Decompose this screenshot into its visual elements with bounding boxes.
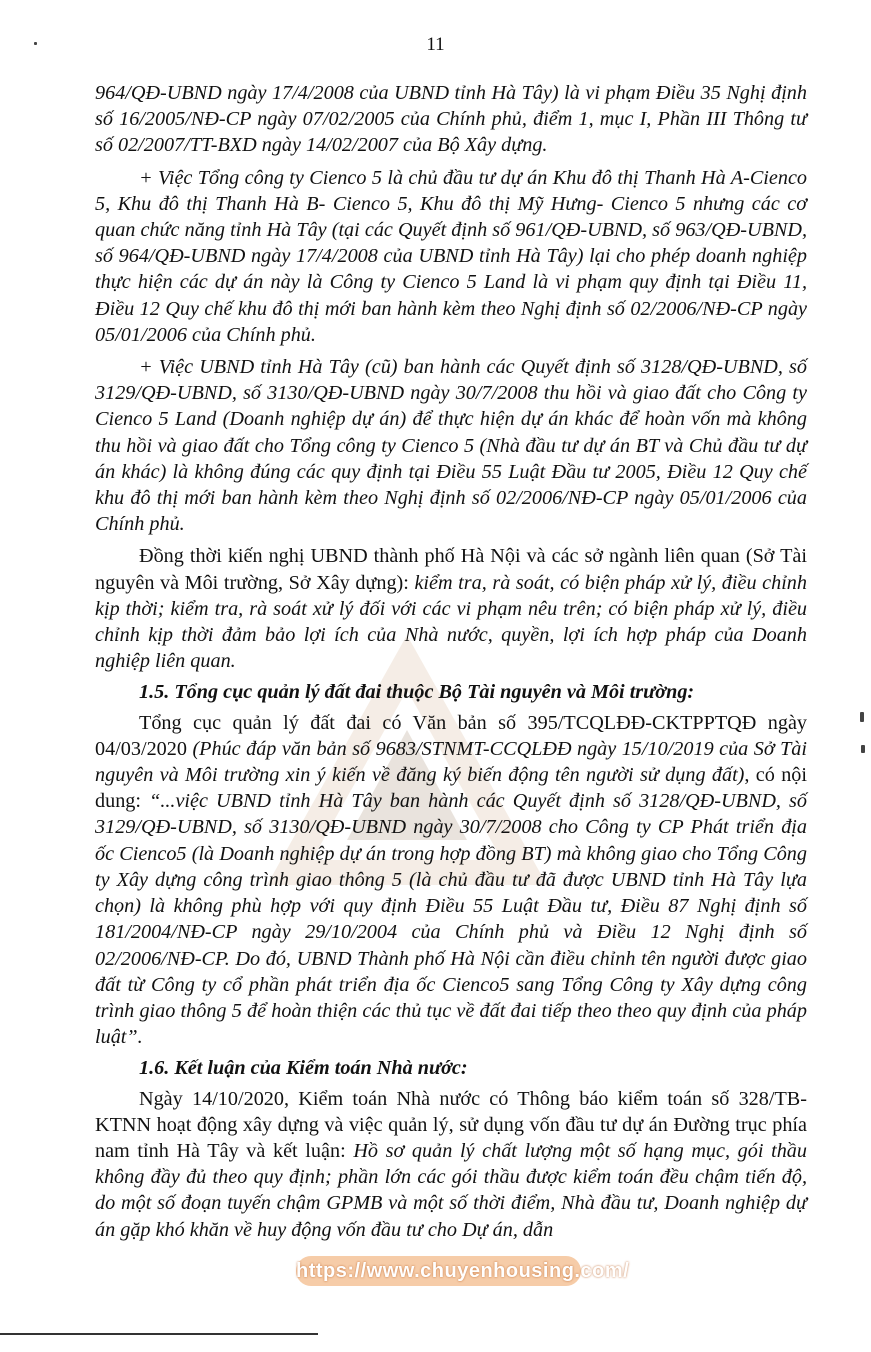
margin-scan-mark bbox=[860, 712, 864, 722]
page-number: 11 bbox=[426, 34, 445, 55]
margin-scan-mark bbox=[34, 42, 37, 45]
section-heading-1-5: 1.5. Tổng cục quản lý đất đai thuộc Bộ Tài nguyên và Môi trường: bbox=[139, 681, 695, 704]
paragraph-text-italic: kiểm tra, rà soát, có biện pháp xử lý, điều chỉnh kịp thời; kiểm tra, rà soát xử lý đối với các vi phạm nêu trên; có biện pháp xử lý, điều chỉnh kịp thời đảm bảo lợi ích của Nhà nước, quyền, lợi ích hợp pháp của Doanh nghiệp liên quan. bbox=[95, 571, 807, 673]
paragraph-continuation bbox=[95, 80, 807, 159]
paragraph-text-plain: Tổng cục quản lý đất đai có Văn bản số 395/TCQLĐĐ-CKTPPTQĐ ngày 04/03/2020 bbox=[95, 711, 807, 760]
paragraph-state-audit bbox=[95, 1086, 807, 1243]
watermark-url-stamp: https://www.chuyenhousing.com/ bbox=[296, 1256, 581, 1286]
paragraph-text-plain: Ngày 14/10/2020, Kiểm toán Nhà nước có Thông báo kiểm toán số 328/TB-KTNN hoạt động xây dựng và việc quản lý, sử dụng vốn đầu tư dự án Đường trục phía nam tỉnh Hà Tây và kết luận: bbox=[95, 1087, 807, 1162]
paragraph-land-administration bbox=[95, 710, 807, 1051]
section-heading-1-6: 1.6. Kết luận của Kiểm toán Nhà nước: bbox=[139, 1057, 468, 1080]
paragraph-text-plain: , có nội dung: bbox=[95, 764, 807, 813]
document-body bbox=[95, 80, 807, 1243]
paragraph-recommendation bbox=[95, 543, 807, 674]
paragraph-quote: “...việc UBND tỉnh Hà Tây ban hành các Quyết định số 3128/QĐ-UBND, số 3129/QĐ-UBND, số 3130/QĐ-UBND ngày 30/7/2008 cho Công ty CP Phát triển địa ốc Cienco5 (là Doanh nghiệp dự án trong hợp đồng BT) mà không giao cho Tổng Công ty Xây dựng công trình giao thông 5 (là chủ đầu tư đã được UBND tỉnh Hà Tây lựa chọn) là không phù hợp với quy định Điều 55 Luật Đầu tư, Điều 87 Nghị định số 181/2004/NĐ-CP ngày 29/10/2004 của Chính phủ và Điều 12 Nghị định số 02/2006/NĐ-CP. Do đó, UBND Thành phố Hà Nội cần điều chỉnh tên người được giao đất từ Công ty cổ phần phát triển địa ốc Cienco5 sang Tổng Công ty Xây dựng công trình giao thông 5 để hoàn thiện các thủ tục về đất đai tiếp theo theo quy định của pháp luật”. bbox=[95, 790, 808, 1049]
paragraph-text-italic: (Phúc đáp văn bản số 9683/STNMT-CCQLĐĐ ngày 15/10/2019 của Sở Tài nguyên và Môi trường xin ý kiến về đăng ký biến động tên người sử dụng đất) bbox=[95, 737, 807, 787]
paragraph-text: + Việc UBND tỉnh Hà Tây (cũ) ban hành các Quyết định số 3128/QĐ-UBND, số 3129/QĐ-UBND, số 3130/QĐ-UBND ngày 30/7/2008 thu hồi và giao đất cho Công ty Cienco 5 Land (Doanh nghiệp dự án) để thực hiện dự án khác để hoàn vốn mà không thu hồi và giao đất cho Tổng công ty Cienco 5 (Nhà đầu tư dự án BT và Chủ đầu tư dự án khác) là không đúng các quy định tại Điều 55 Luật Đầu tư 2005, Điều 12 Quy chế khu đô thị mới ban hành kèm theo Nghị định số 02/2006/NĐ-CP ngày 05/01/2006 của Chính phủ. bbox=[95, 356, 807, 536]
footnote-divider bbox=[0, 1333, 318, 1335]
paragraph-violation-2 bbox=[95, 165, 807, 348]
paragraph-text-plain: Đồng thời kiến nghị UBND thành phố Hà Nội và các sở ngành liên quan (Sở Tài nguyên và Môi trường, Sở Xây dựng): bbox=[95, 545, 807, 594]
margin-scan-mark bbox=[861, 745, 865, 753]
paragraph-text: + Việc Tổng công ty Cienco 5 là chủ đầu tư dự án Khu đô thị Thanh Hà A-Cienco 5, Khu đô thị Thanh Hà B- Cienco 5, Khu đô thị Mỹ Hưng- Cienco 5 nhưng các cơ quan chức năng tỉnh Hà Tây (tại các Quyết định số 961/QĐ-UBND, số 963/QĐ-UBND, số 964/QĐ-UBND ngày 17/4/2008 của UBND tỉnh Hà Tây) lại cho phép doanh nghiệp thực hiện các dự án này là Công ty Cienco 5 Land là vi phạm quy định tại Điều 11, Điều 12 Quy chế khu đô thị mới ban hành kèm theo Nghị định số 02/2006/NĐ-CP ngày 05/01/2006 của Chính phủ. bbox=[95, 166, 807, 346]
paragraph-text-italic: Hồ sơ quản lý chất lượng một số hạng mục, gói thầu không đầy đủ theo quy định; phần lớn các gói thầu được kiểm toán đều chậm tiến độ, do một số đoạn tuyến chậm GPMB và một số thời điểm, Nhà đầu tư, Doanh nghiệp dự án gặp khó khăn về huy động vốn đầu tư cho Dự án, dẫn bbox=[95, 1139, 807, 1241]
paragraph-text: 964/QĐ-UBND ngày 17/4/2008 của UBND tỉnh Hà Tây) là vi phạm Điều 35 Nghị định số 16/2005/NĐ-CP ngày 07/02/2005 của Chính phủ, điểm 1, mục I, Phần III Thông tư số 02/2007/TT-BXD ngày 14/02/2007 của Bộ Xây dựng. bbox=[95, 82, 807, 157]
paragraph-violation-3 bbox=[95, 354, 807, 537]
